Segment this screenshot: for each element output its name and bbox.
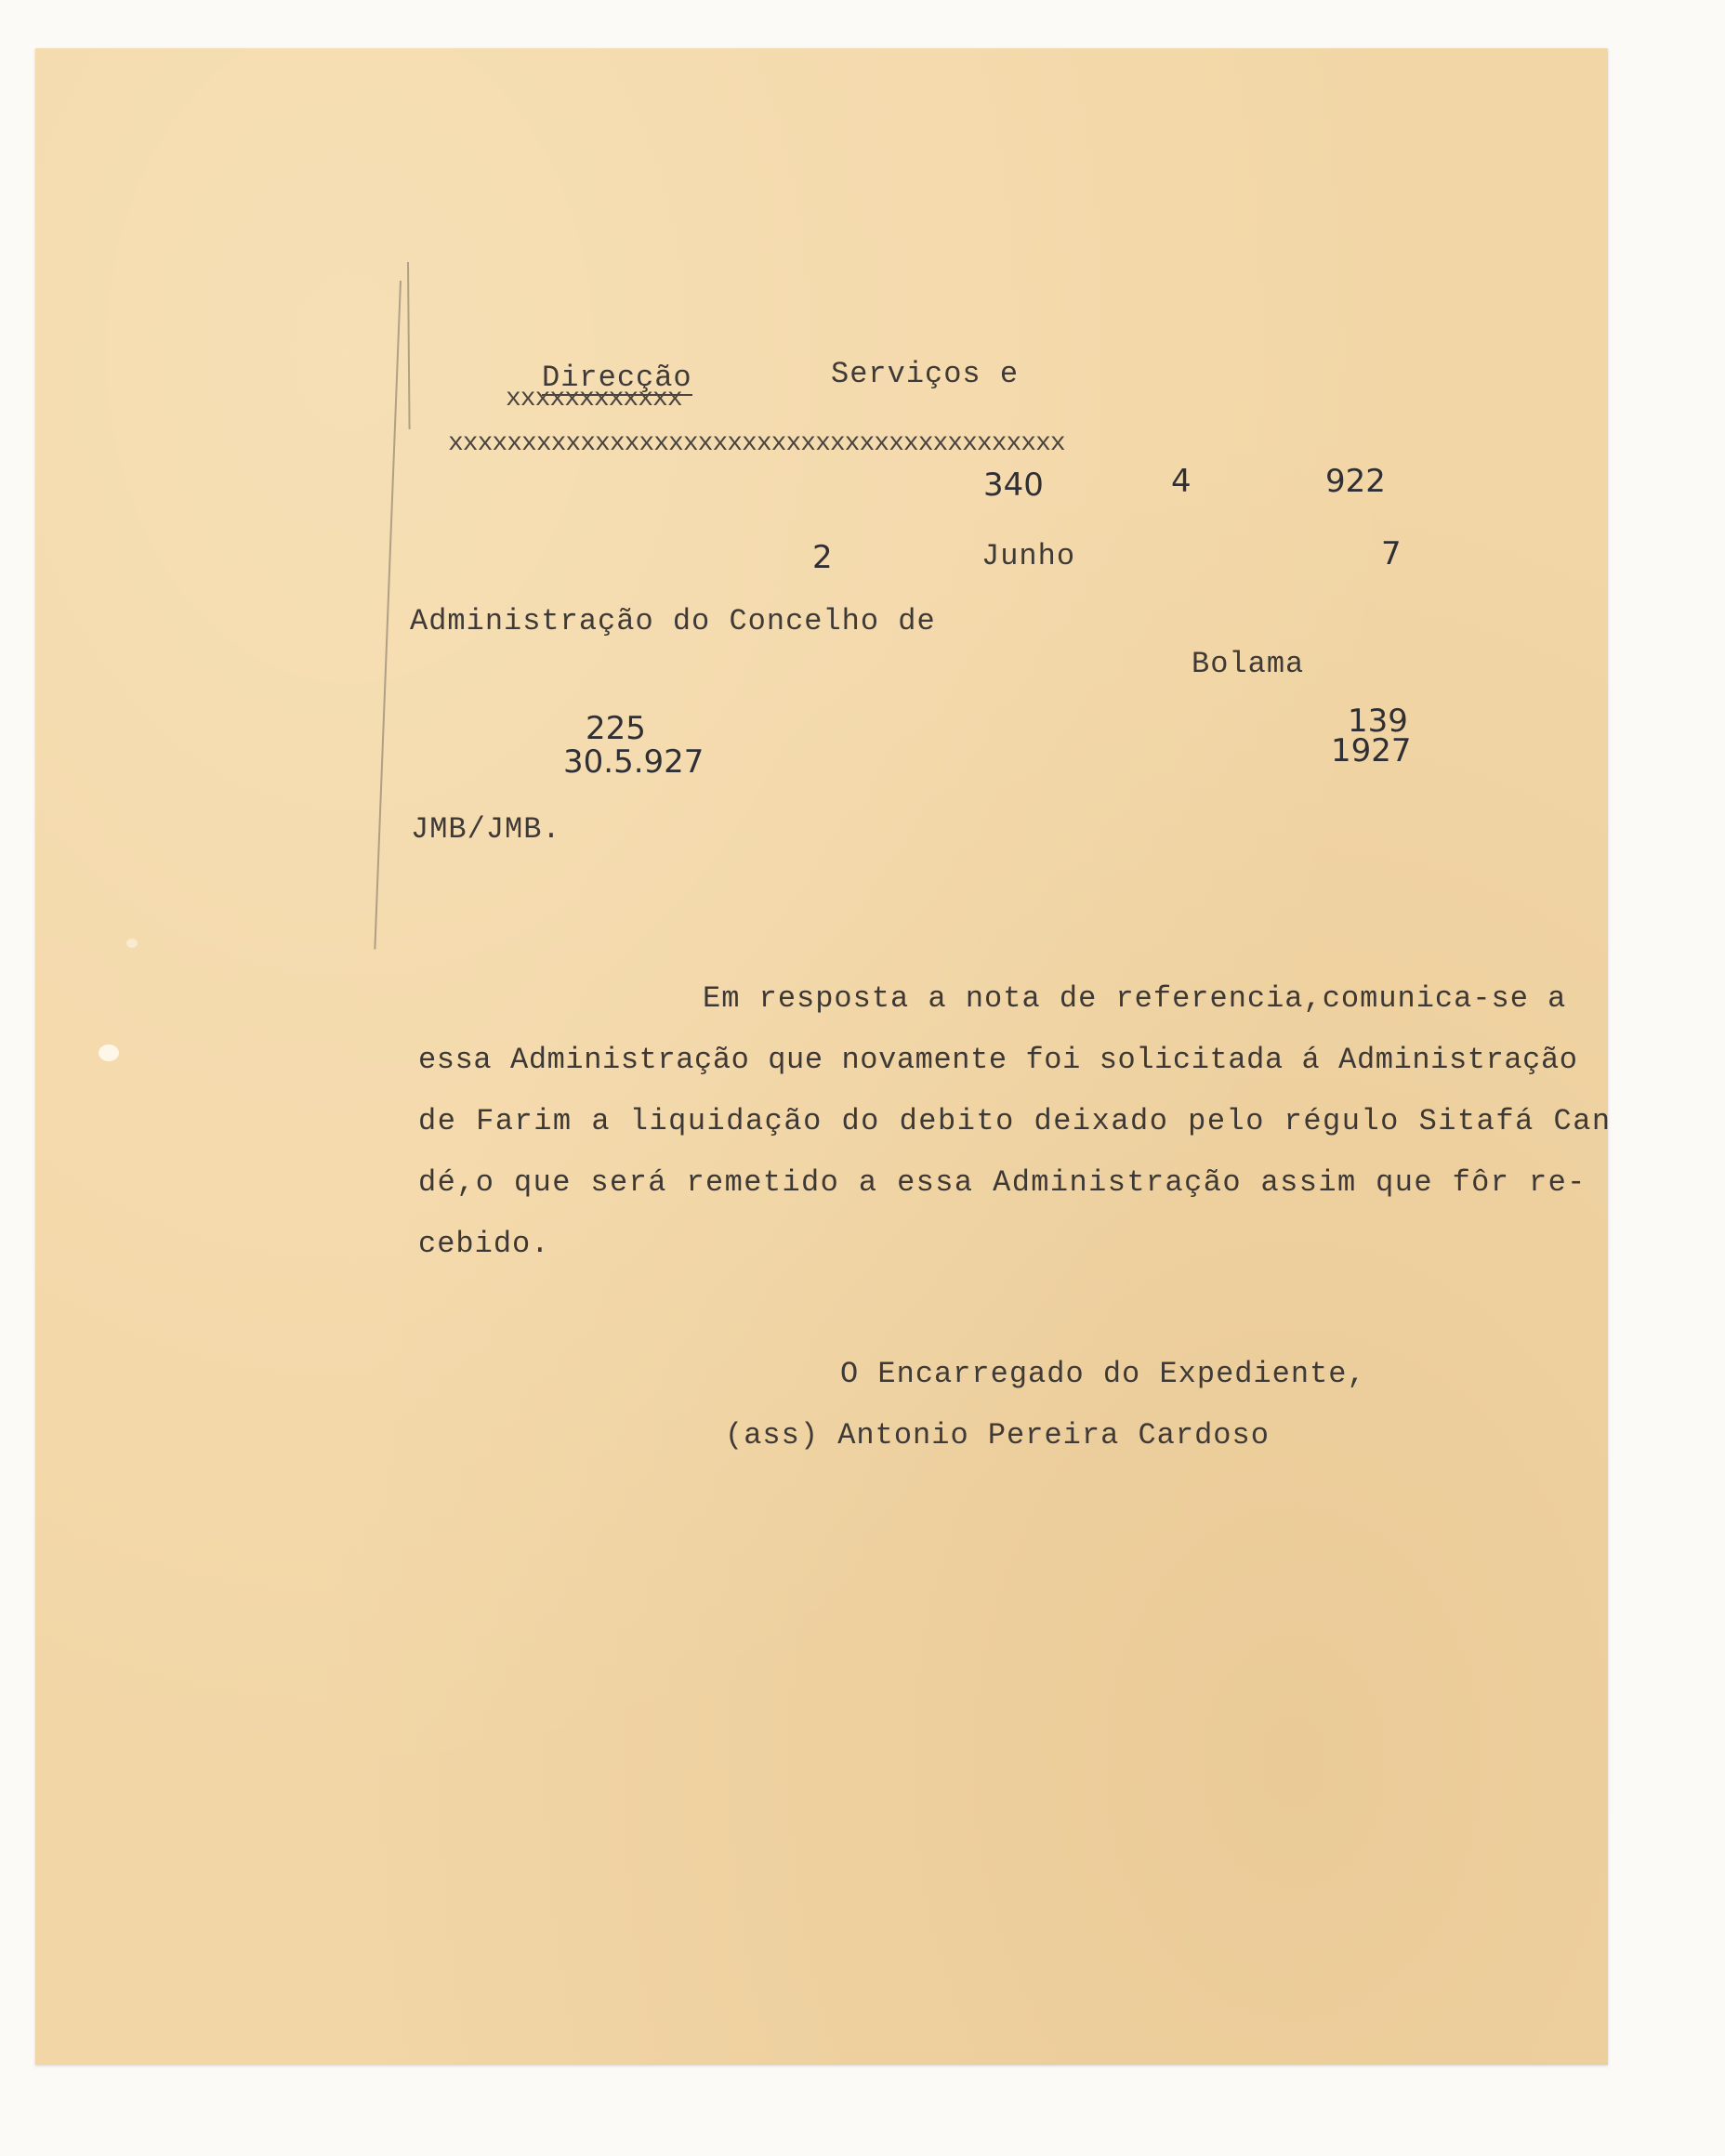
body-line-2: essa Administração que novamente foi solicitada á Administração [418,1043,1578,1077]
date-month: Junho [981,539,1076,573]
ref-922: 922 [1325,463,1386,500]
body-line-4: dé,o que será remetido a essa Administração assim que fôr re- [418,1165,1587,1200]
ref-left-number: 225 [586,710,646,747]
initials: JMB/JMB. [411,812,561,847]
place: Bolama [1192,647,1305,681]
addressee: Administração do Concelho de [410,604,936,638]
header-servicos: Serviços e [831,357,1020,391]
header-strike-short: xxxxxxxxxxxx [506,385,682,414]
body-line-3: de Farim a liquidação do debito deixado pelo régulo Sitafá Can [418,1104,1612,1138]
header-strike-long: xxxxxxxxxxxxxxxxxxxxxxxxxxxxxxxxxxxxxxxxxx [448,429,1065,458]
document-sheet [35,48,1612,2065]
date-year-digit: 7 [1381,535,1402,572]
ref-left-date: 30.5.927 [563,743,704,781]
signature-role: O Encarregado do Expediente, [840,1357,1366,1391]
ref-number: 340 [983,467,1044,504]
date-day: 2 [812,539,833,576]
ref-right-year: 1927 [1331,732,1412,769]
pencil-margin-line [374,281,402,950]
signature-name: (ass) Antonio Pereira Cardoso [725,1418,1270,1453]
body-line-1: Em resposta a nota de referencia,comunica-se a [703,981,1567,1016]
paper-blemish [99,1045,119,1061]
ref-4: 4 [1171,463,1192,500]
pencil-margin-line [407,262,411,429]
ref-right-number: 139 [1348,703,1408,740]
body-line-5: cebido. [418,1227,550,1261]
header-direccao: Direcção [542,361,692,395]
paper-blemish [126,939,138,948]
